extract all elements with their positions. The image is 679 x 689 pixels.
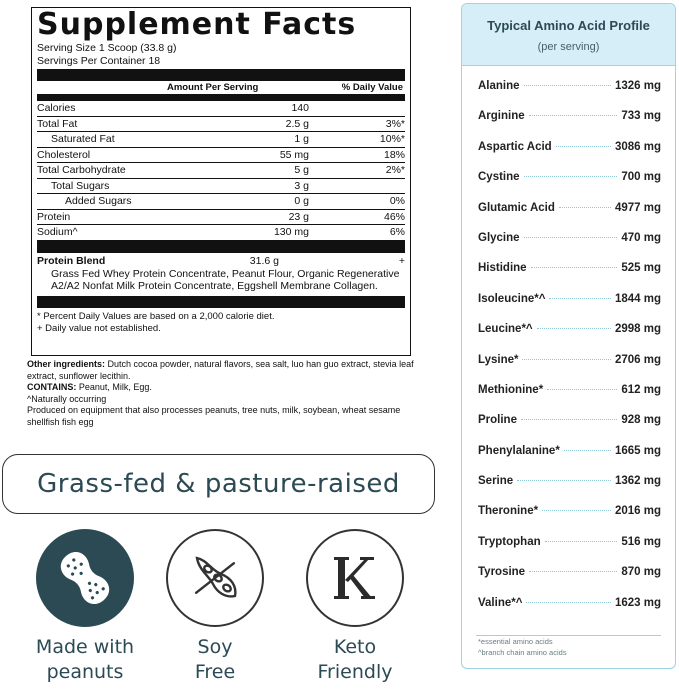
facts-footnotes [37,308,405,336]
facts-header-row [37,81,405,95]
amino-card-subtitle: (per serving) [537,41,600,53]
amino-row: Alanine 1326 mg [478,80,661,92]
amino-row: Theronine* 2016 mg [478,505,661,518]
facts-row-calories: Calories 140 [37,101,405,117]
amino-row: Arginine 733 mg [478,110,661,123]
supplement-facts-panel [31,7,411,356]
badge-keto-friendly [300,529,410,685]
serving-size: Serving Size 1 Scoop (33.8 g) [37,42,177,54]
divider-bar [37,69,405,81]
amino-row: Serine 1362 mg [478,475,661,488]
footnote-not-established: + Daily value not established. [37,323,161,334]
amino-row: Valine*^ 1623 mg [478,596,661,609]
protein-blend-name: Protein Blend [37,254,106,267]
badge-label-line2: Friendly [317,661,393,683]
protein-blend-amount: 31.6 g [249,254,279,267]
facts-row-sodium: Sodium^ 130 mg 6% [37,225,405,241]
facts-row-protein: Protein 23 g 46% [37,210,405,226]
contains-text: Peanut, Milk, Egg. [76,382,152,392]
other-ingredients [27,359,422,428]
amino-row: Aspartic Acid 3086 mg [478,140,661,153]
badge-made-with-peanuts [20,529,150,685]
amino-row: Methionine* 612 mg [478,383,661,396]
essential-amino-note: *essential amino acids [478,637,553,647]
badge-label-line2: Free [194,661,236,683]
protein-blend [37,253,405,296]
facts-row-added-sugars: Added Sugars 0 g 0% [37,194,405,210]
footnote-daily-value: * Percent Daily Values are based on a 2,000 calorie diet. [37,310,275,322]
facts-row-total-sugars: Total Sugars 3 g [37,179,405,195]
peanut-icon [36,529,134,627]
soy-free-icon [166,529,264,627]
facility-statement: Produced on equipment that also processes peanuts, tree nuts, milk, soybean, wheat sesame shellfish fish egg [27,405,401,427]
amino-row: Glycine 470 mg [478,231,661,244]
amino-row: Glutamic Acid 4977 mg [478,201,661,214]
other-ingredients-text: Dutch cocoa powder, natural flavors, sea salt, luo han guo extract, stevia leaf extract, sunflower lecithin. [27,359,414,381]
contains-label: CONTAINS: [27,382,77,392]
naturally-occurring-note: ^Naturally occurring [27,393,107,404]
amino-row: Tyrosine 870 mg [478,566,661,579]
servings-per-container: Servings Per Container 18 [37,54,161,67]
supplement-facts-title: Supplement Facts [37,7,357,42]
divider-bar [37,241,405,253]
badge-label-line2: peanuts [46,661,124,683]
keto-k-icon [306,529,404,627]
amino-row: Histidine 525 mg [478,262,661,275]
badge-label-line1: Made with [35,636,135,658]
amino-row: Lysine* 2706 mg [478,353,661,366]
other-ingredients-label: Other ingredients: [27,359,106,369]
amount-per-serving-header: Amount Per Serving [167,82,259,93]
daily-value-header: % Daily Value [341,82,403,93]
amino-row: Leucine*^ 2998 mg [478,323,661,336]
facts-row-total-fat: Total Fat 2.5 g 3%* [37,117,405,133]
facts-row-total-carbohydrate: Total Carbohydrate 5 g 2%* [37,163,405,179]
protein-blend-description: Grass Fed Whey Protein Concentrate, Peanut Flour, Organic Regenerative A2/A2 Nonfat Milk Protein Concentrate, Eggshell Membrane Collagen. [51,267,400,292]
amino-card-header [462,4,675,66]
facts-row-saturated-fat: Saturated Fat 1 g 10%* [37,132,405,148]
grass-fed-banner: Grass-fed & pasture-raised [2,454,435,514]
amino-row: Phenylalanine* 1665 mg [478,444,661,457]
amino-card-title: Typical Amino Acid Profile [487,18,650,33]
amino-row: Tryptophan 516 mg [478,535,661,548]
amino-row: Proline 928 mg [478,414,661,427]
protein-blend-dv: + [398,254,405,267]
badge-label-line1: Soy [197,636,233,658]
amino-row: Isoleucine*^ 1844 mg [478,292,661,305]
badge-soy-free [160,529,270,685]
amino-list [462,66,675,627]
branch-chain-note: ^branch chain amino acids [478,648,567,658]
divider-bar [37,296,405,308]
amino-row: Cystine 700 mg [478,171,661,184]
facts-row-cholesterol: Cholesterol 55 mg 18% [37,148,405,164]
amino-acid-profile-card [461,3,676,669]
badge-label-line1: Keto [333,636,377,658]
